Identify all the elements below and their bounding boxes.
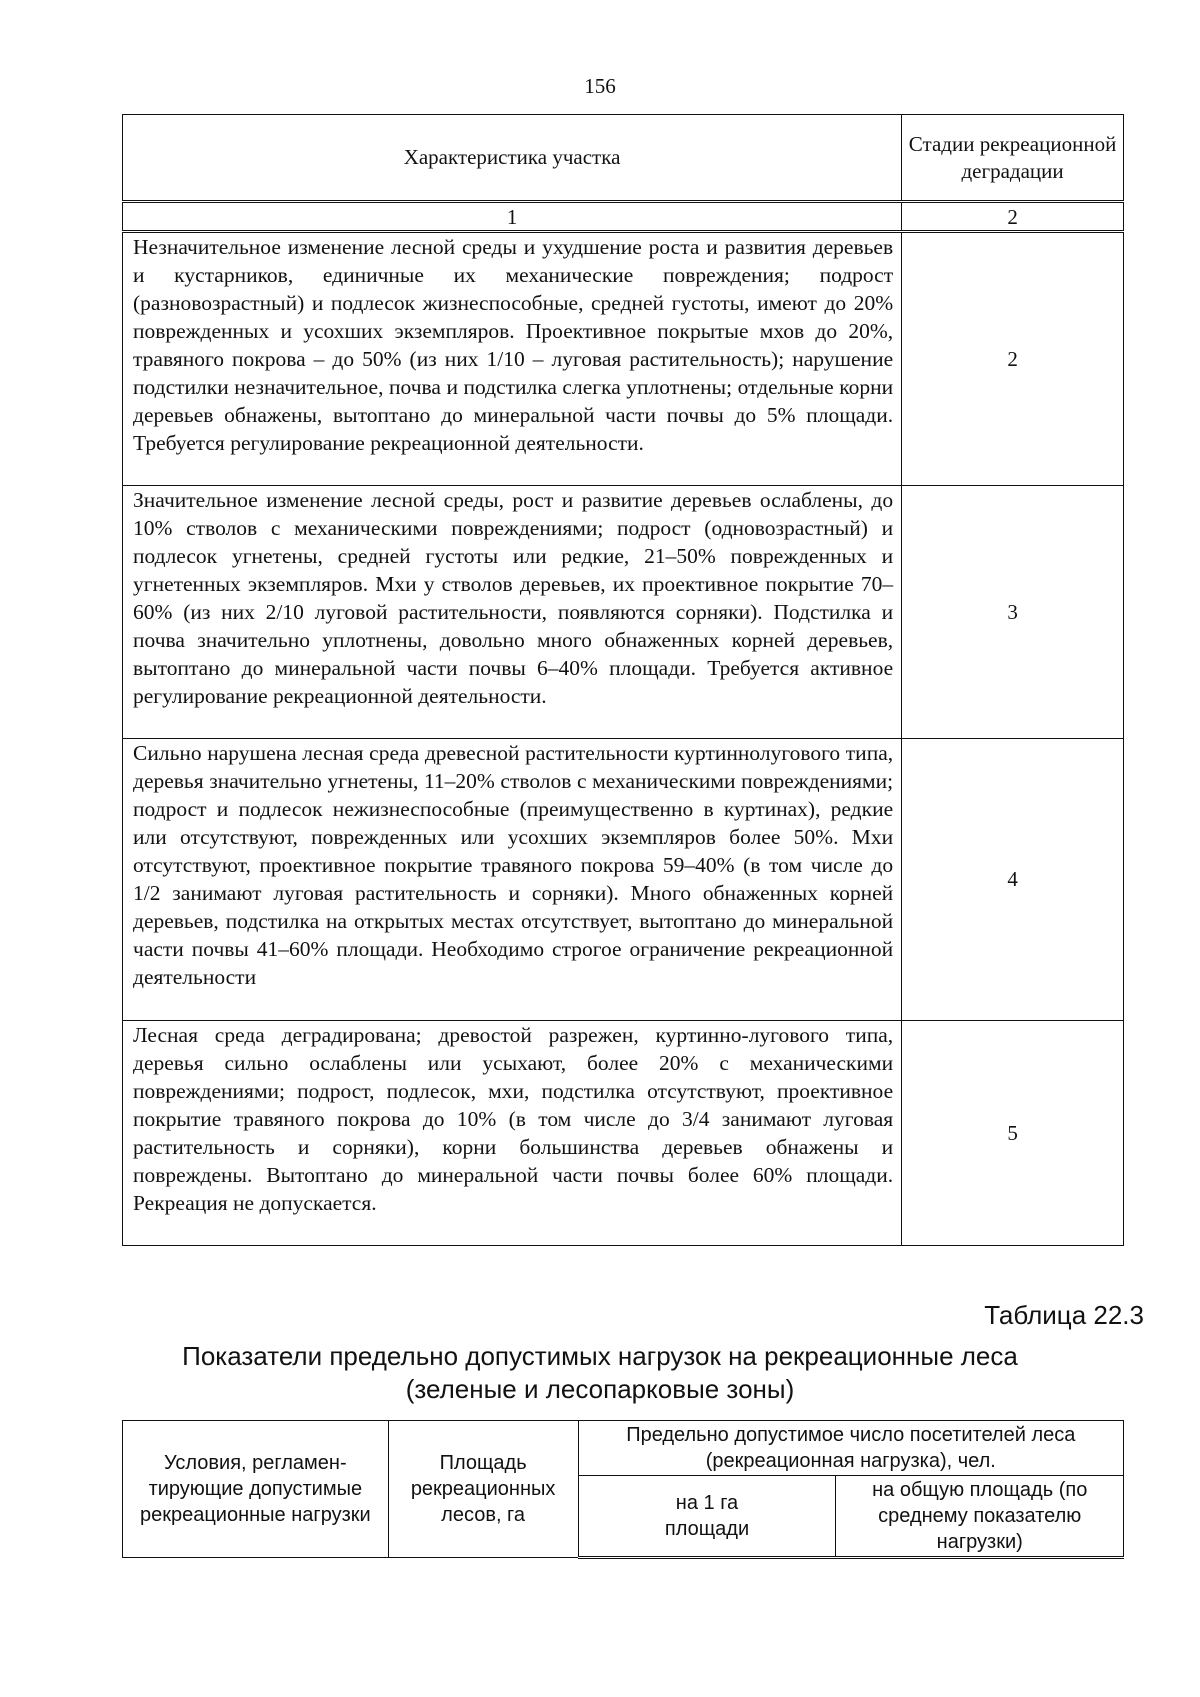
table-row	[123, 232, 1124, 486]
table-row	[123, 1021, 1124, 1246]
row-stage: 5	[902, 1021, 1124, 1246]
degradation-stages-table	[122, 114, 1124, 1246]
header-visitor-limit: Предельно допустимое число посетителей леса (рекреационная нагрузка), чел.	[578, 1421, 1123, 1476]
table-title-line-1: Показатели предельно допустимых нагрузок на рекреационные леса	[182, 1341, 1018, 1371]
header-conditions: Условия, регламен-тирующие допустимые рекреационные нагрузки	[123, 1421, 389, 1558]
row-stage: 4	[902, 739, 1124, 1021]
column-number-2: 2	[902, 202, 1124, 232]
table-header-row	[123, 115, 1124, 202]
recreational-load-table	[122, 1420, 1124, 1559]
header-stages: Стадии рекреационной деградации	[902, 115, 1124, 202]
table-row	[123, 486, 1124, 739]
page-number: 156	[584, 74, 616, 98]
table-row	[123, 739, 1124, 1021]
table-title	[150, 1340, 1050, 1406]
row-description: Лесная среда деградирована; древостой разрежен, куртинно-лугового типа, деревья сильно ослаблены или усыхают, более 20% с механическими повреждениями; подрост, подлесок, мхи, подстилка отсутствуют, проективное покрытие травяного покрова до 10% (в том числе до 3/4 занимают луговая растительность и сорняки), корни большинства деревьев обнажены и повреждены. Вытоптано до минеральной части почвы более 60% площади. Рекреация не допускается.	[123, 1021, 902, 1246]
table-label: Таблица 22.3	[984, 1300, 1144, 1330]
row-stage: 3	[902, 486, 1124, 739]
header-area: Площадь рекреационных лесов, га	[388, 1421, 578, 1558]
header-total-area: на общую площадь (по среднему показателю нагрузки)	[836, 1476, 1124, 1558]
column-number-1: 1	[123, 202, 902, 232]
row-description: Значительное изменение лесной среды, рост и развитие деревьев ослаблены, до 10% стволов с механическими повреждениями; подрост (одновозрастный) и подлесок угнетены, средней густоты или редкие, 21–50% поврежденных и угнетенных экземпляров. Мхи у стволов деревьев, их проективное покрытие 70–60% (из них 2/10 луговой растительности, появляются сорняки). Подстилка и почва значительно уплотнены, довольно много обнаженных корней деревьев, вытоптано до минеральной части почвы 6–40% площади. Требуется активное регулирование рекреационной деятельности.	[123, 486, 902, 739]
header-per-hectare: на 1 га площади	[578, 1476, 836, 1558]
row-description: Незначительное изменение лесной среды и ухудшение роста и развития деревьев и кустарников, единичные их механические повреждения; подрост (разновозрастный) и подлесок жизнеспособные, средней густоты, имеют до 20% поврежденных и усохших экземпляров. Проективное покрытые мхов до 20%, травяного покрова – до 50% (из них 1/10 – луговая растительность); нарушение подстилки незначительное, почва и подстилка слегка уплотнены; отдельные корни деревьев обнажены, вытоптано до минеральной части почвы до 5% площади. Требуется регулирование рекреационной деятельности.	[123, 232, 902, 486]
row-description: Сильно нарушена лесная среда древесной растительности куртиннолугового типа, деревья значительно угнетены, 11–20% стволов с механическими повреждениями; подрост и подлесок нежизнеспособные (преимущественно в куртинах), редкие или отсутствуют, поврежденных или усохших экземпляров более 50%. Мхи отсутствуют, проективное покрытие травяного покрова 59–40% (в том числе до 1/2 занимают луговая растительность и сорняки). Много обнаженных корней деревьев, подстилка на открытых местах отсутствует, вытоптано до минеральной части почвы 41–60% площади. Необходимо строгое ограничение рекреационной деятельности	[123, 739, 902, 1021]
header-characteristic: Характеристика участка	[123, 115, 902, 202]
row-stage: 2	[902, 232, 1124, 486]
table-title-line-2: (зеленые и лесопарковые зоны)	[405, 1374, 795, 1404]
column-number-row	[123, 202, 1124, 232]
table-header-row	[123, 1421, 1124, 1476]
